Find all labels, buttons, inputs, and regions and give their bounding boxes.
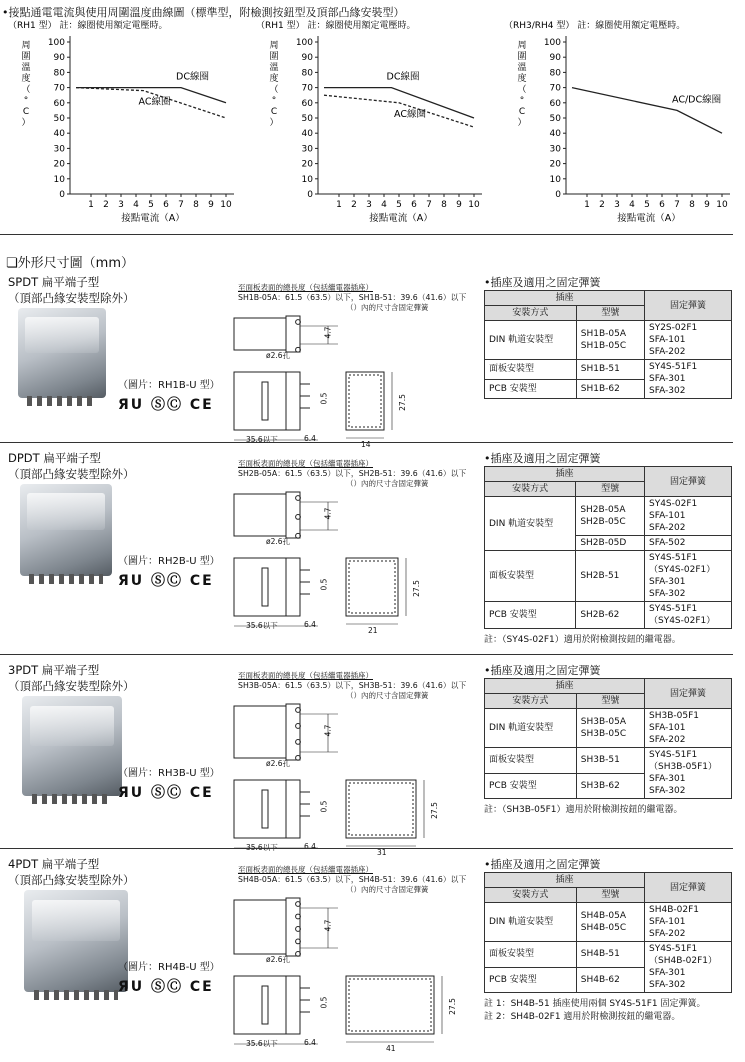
table-note: 註：（SY4S-02F1）適用於附檢測按鈕的繼電器。 [484, 635, 681, 645]
col-method: 安裝方式 [485, 888, 577, 903]
table-cell-model: SH3B-51 [576, 748, 644, 774]
y-axis-label-char: ° [271, 96, 277, 106]
y-tick-label: 60 [549, 98, 561, 109]
dim-0-5: 0.5 [319, 392, 329, 405]
dim-6-4: 6.4 [304, 434, 316, 443]
x-axis-label: 接點電流（A） [121, 213, 185, 224]
x-tick-label: 3 [366, 200, 372, 210]
table-cell-spring: SY2S-02F1 SFA-101 SFA-202 [645, 321, 732, 360]
table-cell-model: SH2B-05A SH2B-05C [576, 497, 645, 536]
col-spring: 固定彈簧 [645, 873, 732, 903]
col-model: 型號 [576, 482, 645, 497]
y-axis-label-char: 度 [21, 74, 31, 84]
table-cell-model: SH3B-05A SH3B-05C [576, 709, 644, 748]
dim-0-5: 0.5 [319, 996, 329, 1009]
table-cell-model: SH1B-62 [576, 379, 644, 399]
y-axis-label-char: C [270, 107, 278, 117]
divider [0, 234, 733, 235]
y-axis-label-char: 周 [517, 41, 527, 51]
x-tick-label: 2 [599, 200, 605, 210]
relay-photo [22, 696, 122, 796]
x-tick-label: 4 [629, 200, 635, 210]
series-label: AC線圈 [138, 96, 171, 108]
y-tick-label: 100 [295, 38, 313, 48]
chart-note: （RH1 型） 註：線圈使用額定電壓時。 [256, 21, 416, 31]
series-label: AC/DC線圈 [672, 94, 722, 106]
dim-width: 31 [377, 848, 387, 857]
dim-6-4: 6.4 [304, 1038, 316, 1047]
table-cell-model: SH4B-05A SH4B-05C [576, 903, 644, 942]
x-tick-label: 7 [178, 200, 184, 210]
table-cell-method: DIN 軌道安裝型 [485, 321, 577, 360]
panel-length-note: 至面板表面的總長度（包括繼電器插座） [238, 283, 373, 292]
table-cell-method: 面板安裝型 [485, 748, 577, 774]
section-title: 4PDT 扁平端子型 [8, 857, 100, 871]
section-title: 3PDT 扁平端子型 [8, 663, 100, 677]
hole-label: ø2.6孔 [266, 759, 291, 768]
section-divider [0, 848, 733, 849]
x-axis-label: 接點電流（A） [617, 213, 681, 224]
x-tick-label: 6 [163, 200, 169, 210]
dim-35-6: 35.6以下 [246, 435, 278, 444]
x-tick-label: 10 [468, 200, 480, 210]
dim-0-5: 0.5 [319, 800, 329, 813]
y-tick-label: 50 [549, 114, 561, 124]
dim-4-7: 4.7 [323, 919, 333, 932]
col-method: 安裝方式 [485, 694, 577, 709]
table-cell-model: SH1B-05A SH1B-05C [576, 321, 644, 360]
x-tick-label: 2 [351, 200, 357, 210]
table-cell-model: SH4B-62 [576, 967, 644, 993]
table-note: 註 1：SH4B-51 插座使用兩個 SY4S-51F1 固定彈簧。 [484, 999, 706, 1009]
x-tick-label: 9 [208, 200, 214, 210]
x-tick-label: 3 [614, 200, 620, 210]
y-axis-label-char: 周 [269, 41, 279, 51]
col-model: 型號 [576, 888, 644, 903]
length-spec: SH3B-05A：61.5（63.5）以下，SH3B-51：39.6（41.6）以下 [238, 681, 467, 690]
y-axis-label-char: 圍 [517, 52, 527, 62]
x-tick-label: 6 [659, 200, 665, 210]
y-tick-label: 50 [301, 114, 313, 124]
table-cell-model: SH2B-51 [576, 551, 645, 602]
table-cell-spring: SY4S-51F1 （SY4S-02F1） [645, 602, 732, 629]
y-axis-label-char: （ [269, 85, 279, 95]
section-title: DPDT 扁平端子型 [8, 451, 101, 465]
y-axis-label-char: 圍 [269, 52, 279, 62]
y-tick-label: 30 [53, 144, 65, 155]
y-tick-label: 20 [53, 159, 65, 170]
table-cell-model: SH2B-62 [576, 602, 645, 629]
table-cell-model: SH2B-05D [576, 536, 645, 551]
x-axis-label: 接點電流（A） [369, 213, 433, 224]
col-spring: 固定彈簧 [645, 291, 732, 321]
y-axis-label-char: ） [517, 118, 527, 128]
length-spec: SH1B-05A：61.5（63.5）以下，SH1B-51：39.6（41.6）以下 [238, 293, 467, 302]
section-subtitle: （頂部凸緣安裝型除外） [8, 291, 135, 305]
table-cell-method: 面板安裝型 [485, 360, 577, 380]
x-tick-label: 8 [689, 200, 695, 210]
y-tick-label: 20 [549, 159, 561, 170]
y-tick-label: 70 [53, 83, 65, 94]
table-cell-method: PCB 安裝型 [485, 967, 577, 993]
table-cell-method: 面板安裝型 [485, 551, 576, 602]
y-tick-label: 60 [301, 98, 313, 109]
y-tick-label: 70 [549, 83, 561, 94]
x-tick-label: 7 [674, 200, 680, 210]
socket-table-title: •插座及適用之固定彈簧 [484, 664, 601, 677]
y-axis-label-char: C [518, 107, 526, 117]
table-cell-model: SH4B-51 [576, 942, 644, 968]
section-title: SPDT 扁平端子型 [8, 275, 100, 289]
table-cell-method: PCB 安裝型 [485, 602, 576, 629]
y-tick-label: 10 [301, 174, 313, 185]
dim-35-6: 35.6以下 [246, 843, 278, 852]
table-cell-method: DIN 軌道安裝型 [485, 903, 577, 942]
y-tick-label: 30 [549, 144, 561, 155]
y-tick-label: 80 [301, 68, 313, 79]
table-cell-spring: SY4S-51F1 （SH4B-02F1） SFA-301 SFA-302 [645, 942, 732, 993]
x-tick-label: 5 [396, 200, 402, 210]
dim-6-4: 6.4 [304, 620, 316, 629]
x-tick-label: 9 [456, 200, 462, 210]
x-tick-label: 2 [103, 200, 109, 210]
x-tick-label: 4 [133, 200, 139, 210]
dim-0-5: 0.5 [319, 578, 329, 591]
panel-length-note: 至面板表面的總長度（包括繼電器插座） [238, 459, 373, 468]
dim-width: 21 [368, 626, 378, 635]
x-tick-label: 7 [426, 200, 432, 210]
dim-27-5: 27.5 [397, 394, 407, 411]
y-axis-label-char: 溫 [21, 63, 31, 73]
hole-label: ø2.6孔 [266, 351, 291, 360]
dim-width: 41 [386, 1044, 396, 1053]
y-axis-label-char: 溫 [269, 63, 279, 73]
dim-27-5: 27.5 [411, 580, 421, 597]
table-cell-method: PCB 安裝型 [485, 773, 577, 799]
derating-curves [0, 18, 745, 228]
hole-label: ø2.6孔 [266, 955, 291, 964]
dim-4-7: 4.7 [323, 326, 333, 339]
section-subtitle: （頂部凸緣安裝型除外） [8, 873, 135, 887]
photo-caption: （圖片：RH1B-U 型） [118, 380, 220, 391]
col-socket: 插座 [485, 873, 645, 888]
y-tick-label: 20 [301, 159, 313, 170]
y-tick-label: 30 [301, 144, 313, 155]
socket-table-title: •插座及適用之固定彈簧 [484, 276, 601, 289]
col-method: 安裝方式 [485, 306, 577, 321]
y-tick-label: 0 [555, 190, 561, 200]
panel-length-note: 至面板表面的總長度（包括繼電器插座） [238, 865, 373, 874]
col-model: 型號 [576, 694, 644, 709]
y-tick-label: 40 [301, 129, 313, 140]
x-tick-label: 10 [220, 200, 232, 210]
x-tick-label: 3 [118, 200, 124, 210]
section-subtitle: （頂部凸緣安裝型除外） [8, 679, 135, 693]
hole-label: ø2.6孔 [266, 537, 291, 546]
certification-marks: ЯU ⓈⒸ CE [118, 979, 214, 995]
dim-4-7: 4.7 [323, 507, 333, 520]
socket-table [484, 290, 732, 399]
relay-photo [18, 308, 106, 398]
table-cell-spring: SY4S-51F1 SFA-301 SFA-302 [645, 360, 732, 399]
table-cell-method: PCB 安裝型 [485, 379, 577, 399]
col-socket: 插座 [485, 291, 645, 306]
section-divider [0, 654, 733, 655]
col-spring: 固定彈簧 [645, 467, 732, 497]
chart-note: （RH1 型） 註：線圈使用額定電壓時。 [8, 21, 168, 31]
paren-note: （）內的尺寸含固定彈簧 [346, 303, 429, 312]
table-cell-method: 面板安裝型 [485, 942, 577, 968]
section-divider [0, 442, 733, 443]
dims-heading: ❏外形尺寸圖（mm） [6, 256, 134, 271]
y-tick-label: 50 [53, 114, 65, 124]
x-tick-label: 9 [704, 200, 710, 210]
y-axis-label-char: 度 [269, 74, 279, 84]
table-cell-model: SH3B-62 [576, 773, 644, 799]
relay-photo [20, 484, 112, 576]
col-socket: 插座 [485, 467, 645, 482]
y-tick-label: 0 [59, 190, 65, 200]
table-cell-method: DIN 軌道安裝型 [485, 709, 577, 748]
col-model: 型號 [576, 306, 644, 321]
photo-caption: （圖片：RH2B-U 型） [118, 556, 220, 567]
y-axis-label-char: ） [21, 118, 31, 128]
x-tick-label: 8 [441, 200, 447, 210]
length-spec: SH2B-05A：61.5（63.5）以下，SH2B-51：39.6（41.6）以下 [238, 469, 467, 478]
dim-4-7: 4.7 [323, 724, 333, 737]
table-cell-method: DIN 軌道安裝型 [485, 497, 576, 551]
socket-table [484, 678, 732, 799]
series-label: DC線圈 [176, 71, 209, 83]
x-tick-label: 10 [716, 200, 728, 210]
dim-6-4: 6.4 [304, 842, 316, 851]
table-cell-spring: SY4S-51F1 （SH3B-05F1） SFA-301 SFA-302 [645, 748, 732, 799]
certification-marks: ЯU ⓈⒸ CE [118, 573, 214, 589]
y-axis-label-char: ° [519, 96, 525, 106]
x-tick-label: 5 [644, 200, 650, 210]
y-tick-label: 90 [53, 53, 65, 64]
section-subtitle: （頂部凸緣安裝型除外） [8, 467, 135, 481]
y-axis-label-char: 度 [517, 74, 527, 84]
y-tick-label: 80 [53, 68, 65, 79]
length-spec: SH4B-05A：61.5（63.5）以下，SH4B-51：39.6（41.6）以下 [238, 875, 467, 884]
y-tick-label: 80 [549, 68, 561, 79]
dim-35-6: 35.6以下 [246, 1039, 278, 1048]
dim-27-5: 27.5 [429, 802, 439, 819]
photo-caption: （圖片：RH4B-U 型） [118, 962, 220, 973]
col-method: 安裝方式 [485, 482, 576, 497]
x-tick-label: 1 [88, 200, 94, 210]
x-tick-label: 6 [411, 200, 417, 210]
table-cell-spring: SY4S-02F1 SFA-101 SFA-202 [645, 497, 732, 536]
y-tick-label: 90 [549, 53, 561, 64]
y-tick-label: 60 [53, 98, 65, 109]
y-axis-label-char: ° [23, 96, 29, 106]
table-note: 註：（SH3B-05F1）適用於附檢測按鈕的繼電器。 [484, 805, 683, 815]
y-axis-label-char: （ [517, 85, 527, 95]
col-socket: 插座 [485, 679, 645, 694]
x-tick-label: 5 [148, 200, 154, 210]
col-spring: 固定彈簧 [645, 679, 732, 709]
x-tick-label: 1 [336, 200, 342, 210]
table-cell-spring: SFA-502 [645, 536, 732, 551]
dim-width: 14 [361, 440, 371, 449]
y-axis-label-char: 周 [21, 41, 31, 51]
x-tick-label: 1 [584, 200, 590, 210]
socket-table-title: •插座及適用之固定彈簧 [484, 452, 601, 465]
socket-table [484, 466, 732, 629]
dim-27-5: 27.5 [447, 998, 457, 1015]
y-axis-label-char: 溫 [517, 63, 527, 73]
certification-marks: ЯU ⓈⒸ CE [118, 397, 214, 413]
y-tick-label: 100 [543, 38, 561, 48]
y-axis-label-char: ） [269, 118, 279, 128]
table-cell-spring: SH4B-02F1 SFA-101 SFA-202 [645, 903, 732, 942]
table-note: 註 2：SH4B-02F1 適用於附檢測按鈕的繼電器。 [484, 1012, 681, 1022]
y-tick-label: 10 [549, 174, 561, 185]
dim-35-6: 35.6以下 [246, 621, 278, 630]
y-tick-label: 70 [301, 83, 313, 94]
y-axis-label-char: C [22, 107, 30, 117]
y-tick-label: 100 [47, 38, 65, 48]
y-tick-label: 40 [549, 129, 561, 140]
table-cell-model: SH1B-51 [576, 360, 644, 380]
paren-note: （）內的尺寸含固定彈簧 [346, 885, 429, 894]
x-tick-label: 8 [193, 200, 199, 210]
series-label: AC線圈 [394, 108, 426, 120]
y-axis-label-char: 圍 [21, 52, 31, 62]
table-cell-spring: SH3B-05F1 SFA-101 SFA-202 [645, 709, 732, 748]
y-tick-label: 0 [307, 190, 313, 200]
y-axis-label-char: （ [21, 85, 31, 95]
relay-photo [24, 890, 128, 992]
certification-marks: ЯU ⓈⒸ CE [118, 785, 214, 801]
photo-caption: （圖片：RH3B-U 型） [118, 768, 220, 779]
y-tick-label: 40 [53, 129, 65, 140]
series-label: DC線圈 [386, 71, 420, 83]
paren-note: （）內的尺寸含固定彈簧 [346, 691, 429, 700]
table-cell-spring: SY4S-51F1 （SY4S-02F1） SFA-301 SFA-302 [645, 551, 732, 602]
paren-note: （）內的尺寸含固定彈簧 [346, 479, 429, 488]
socket-table [484, 872, 732, 993]
x-tick-label: 4 [381, 200, 387, 210]
panel-length-note: 至面板表面的總長度（包括繼電器插座） [238, 671, 373, 680]
socket-table-title: •插座及適用之固定彈簧 [484, 858, 601, 871]
curves-heading: •接點通電電流與使用周圍溫度曲線圖（標準型，附檢測按鈕型及頂部凸緣安裝型） [2, 6, 405, 19]
y-tick-label: 90 [301, 53, 313, 64]
chart-note: （RH3/RH4 型） 註：線圈使用額定電壓時。 [504, 21, 686, 31]
y-tick-label: 10 [53, 174, 65, 185]
